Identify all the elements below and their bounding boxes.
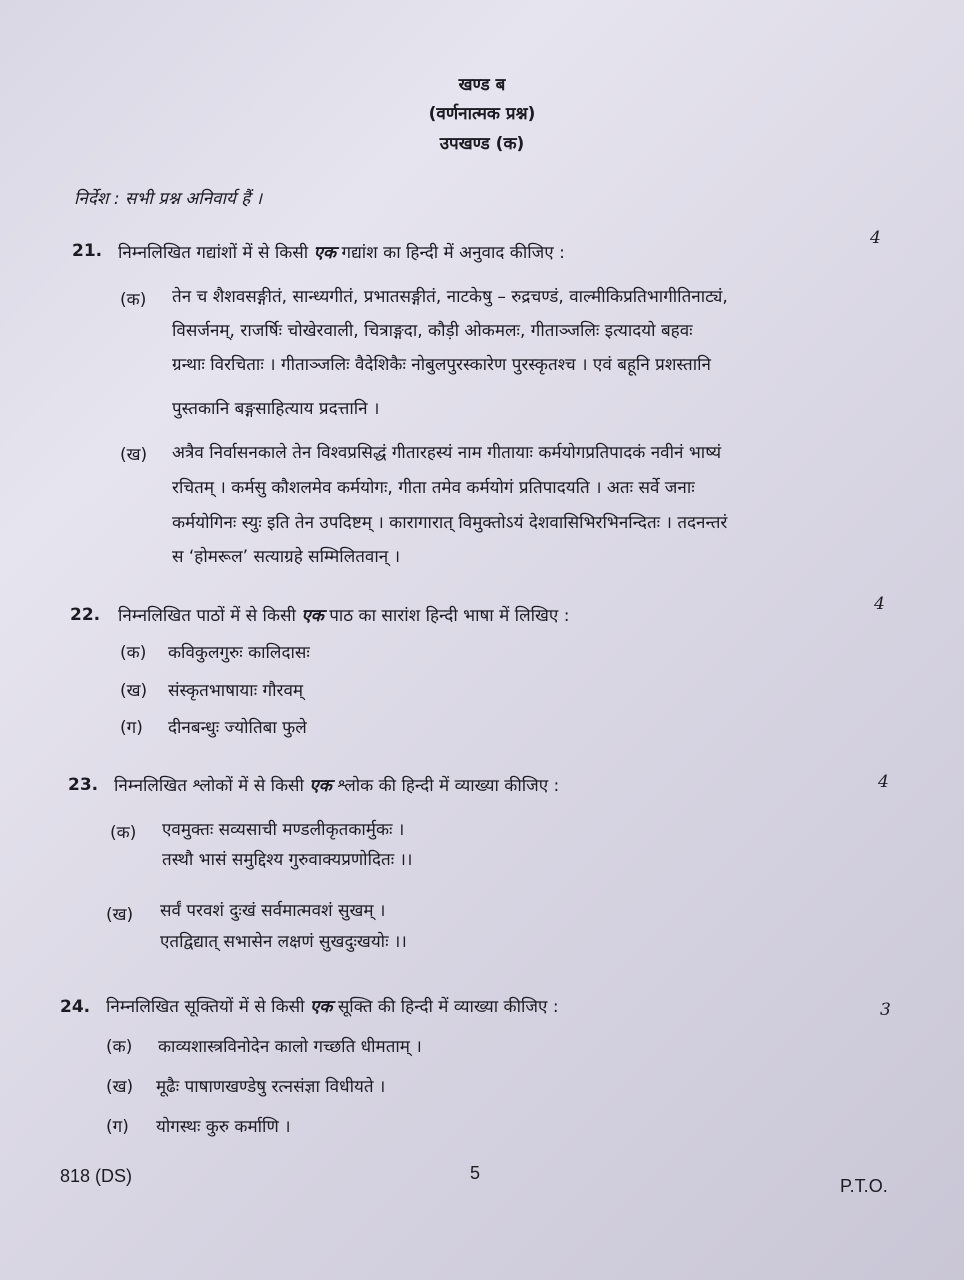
option-line: एतद्विद्यात् सभासेन लक्षणं सुखदुःखयोः ।।: [160, 932, 407, 952]
section-type: (वर्णनात्मक प्रश्न): [428, 104, 536, 124]
question-text: [118, 240, 565, 263]
question-number: 23.: [68, 775, 99, 795]
option-line: एवमुक्तः सव्यसाची मण्डलीकृतकार्मुकः ।: [162, 820, 405, 840]
option-line: काव्यशास्त्रविनोदेन कालो गच्छति धीमताम् ।: [158, 1037, 422, 1057]
option-label: (ग): [106, 1117, 129, 1137]
option-line: विसर्जनम्, राजर्षिः चोखेरवाली, चित्राङ्गदा, कौड़ी ओकमलः, गीताञ्जलिः इत्यादयो बहवः: [172, 321, 693, 341]
option-line: मूढैः पाषाणखण्डेषु रत्नसंज्ञा विधीयते ।: [156, 1077, 386, 1097]
option-label: (ख): [106, 905, 134, 925]
option-line: अत्रैव निर्वासनकाले तेन विश्वप्रसिद्धं गीतारहस्यं नाम गीतायाः कर्मयोगप्रतिपादकं नवीनं भाष्यं: [172, 443, 722, 463]
instruction-text: निर्देश : सभी प्रश्न अनिवार्य हैं ।: [74, 189, 263, 209]
option-line: कविकुलगुरुः कालिदासः: [168, 643, 310, 663]
option-label: (क): [120, 290, 147, 310]
option-label: (क): [106, 1037, 133, 1057]
question-number: 21.: [72, 241, 103, 261]
question-text-before: निम्नलिखित पाठों में से किसी: [118, 606, 296, 626]
option-label: (ख): [120, 445, 148, 465]
question-number: 24.: [60, 997, 91, 1017]
option-label: (ख): [106, 1077, 134, 1097]
paper-code: 818 (DS): [60, 1166, 133, 1186]
question-text-after: श्लोक की हिन्दी में व्याख्या कीजिए :: [337, 776, 560, 796]
option-label: (ख): [120, 681, 148, 701]
option-line: संस्कृतभाषायाः गौरवम्: [168, 681, 304, 701]
question-text-after: सूक्ति की हिन्दी में व्याख्या कीजिए :: [337, 997, 559, 1017]
subsection-heading: उपखण्ड (क): [439, 134, 525, 154]
option-line: तेन च शैशवसङ्गीतं, सान्ध्यगीतं, प्रभातसङ्गीतं, नाटकेषु – रुद्रचण्डं, वाल्मीकिप्रतिभागीतिनाट्यं,: [172, 287, 728, 307]
question-emphasis: एक: [301, 606, 324, 626]
option-line: पुस्तकानि बङ्गसाहित्याय प्रदत्तानि ।: [172, 399, 380, 419]
question-marks: 4: [878, 772, 889, 792]
pto-label: P.T.O.: [840, 1176, 888, 1196]
option-line: स ‘होमरूल’ सत्याग्रहे सम्मिलितवान् ।: [172, 547, 401, 567]
option-line: कर्मयोगिनः स्युः इति तेन उपदिष्टम् । कारागारात् विमुक्तोऽयं देशवासिभिरभिनन्दितः । तदनन्तरं: [172, 513, 728, 533]
question-marks: 4: [870, 228, 881, 248]
question-emphasis: एक: [309, 997, 333, 1017]
question-text-after: गद्यांश का हिन्दी में अनुवाद कीजिए :: [341, 243, 565, 263]
question-text-before: निम्नलिखित सूक्तियों में से किसी: [106, 997, 305, 1017]
question-number: 22.: [70, 605, 101, 625]
question-text-before: निम्नलिखित श्लोकों में से किसी: [114, 776, 304, 796]
option-line: योगस्थः कुरु कर्माणि ।: [156, 1117, 291, 1137]
option-label: (क): [120, 643, 147, 663]
question-emphasis: एक: [313, 243, 337, 263]
option-label: (ग): [120, 718, 143, 738]
option-line: रचितम् । कर्मसु कौशलमेव कर्मयोगः, गीता तमेव कर्मयोगं प्रतिपादयति । अतः सर्वे जनाः: [172, 478, 695, 498]
option-line: ग्रन्थाः विरचिताः । गीताञ्जलिः वैदेशिकैः नोबुलपुरस्कारेण पुरस्कृतश्च । एवं बहूनि प्रशस्तानि: [172, 355, 711, 375]
page-number: 5: [470, 1163, 481, 1183]
option-line: दीनबन्धुः ज्योतिबा फुले: [168, 718, 307, 738]
question-text-after: पाठ का सारांश हिन्दी भाषा में लिखिए :: [329, 606, 570, 626]
option-line: सर्वं परवशं दुःखं सर्वमात्मवशं सुखम् ।: [160, 901, 386, 921]
question-emphasis: एक: [309, 776, 332, 796]
question-text: [118, 603, 569, 626]
question-marks: 3: [880, 1000, 891, 1020]
option-label: (क): [110, 823, 137, 843]
section-heading: खण्ड ब: [458, 75, 506, 95]
question-text: [106, 994, 559, 1017]
question-text-before: निम्नलिखित गद्यांशों में से किसी: [118, 243, 309, 263]
option-line: तस्थौ भासं समुद्दिश्य गुरुवाक्यप्रणोदितः ।।: [162, 850, 413, 870]
question-marks: 4: [874, 594, 885, 614]
question-text: [114, 773, 559, 796]
